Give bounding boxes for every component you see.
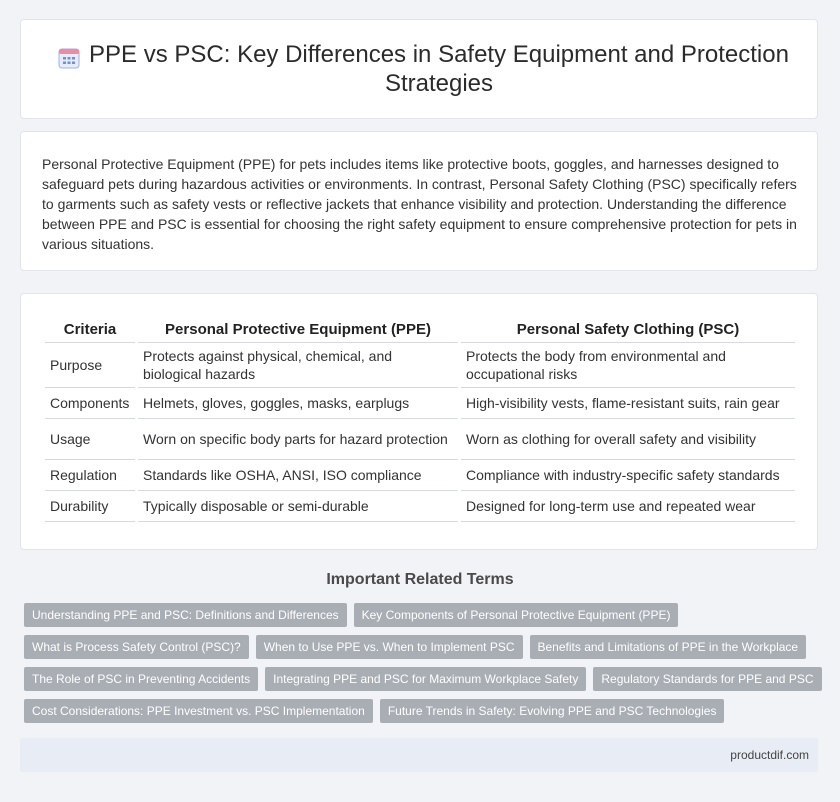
- table-row: [45, 388, 795, 419]
- related-term-link[interactable]: What is Process Safety Control (PSC)?: [24, 635, 249, 659]
- comparison-table: [42, 312, 798, 522]
- table-row: [45, 460, 795, 491]
- related-term-link[interactable]: Benefits and Limitations of PPE in the Workplace: [530, 635, 807, 659]
- table-cell: Purpose: [45, 343, 135, 388]
- related-terms-title: Important Related Terms: [326, 571, 514, 588]
- table-cell: Worn on specific body parts for hazard protection: [138, 419, 458, 460]
- table-row: [45, 343, 795, 388]
- table-cell: Components: [45, 388, 135, 419]
- column-header: Criteria: [45, 312, 135, 343]
- related-term-link[interactable]: Understanding PPE and PSC: Definitions and Differences: [24, 603, 347, 627]
- table-cell: Regulation: [45, 460, 135, 491]
- table-row: [45, 491, 795, 522]
- calendar-icon: [58, 47, 80, 69]
- header-card: [20, 19, 818, 119]
- column-header: Personal Protective Equipment (PPE): [138, 312, 458, 343]
- intro-paragraph: Personal Protective Equipment (PPE) for pets includes items like protective boots, goggles, and harnesses designed to safeguard pets during hazardous activities or environments. In contrast, Personal Safety Clothing (PSC) specifically refers to garments such as safety vests or reflective jackets that enhance visibility and protection. Understanding the difference between PPE and PSC is essential for choosing the right safety equipment to ensure comprehensive protection for pets in various situations.: [42, 156, 797, 252]
- table-cell: Typically disposable or semi-durable: [138, 491, 458, 522]
- comparison-table-card: [20, 293, 818, 550]
- table-cell: Durability: [45, 491, 135, 522]
- related-term-link[interactable]: Cost Considerations: PPE Investment vs. PSC Implementation: [24, 699, 373, 723]
- title-row: [21, 20, 817, 118]
- related-terms-list: [24, 603, 824, 731]
- intro-card: [20, 131, 818, 271]
- table-cell: Compliance with industry-specific safety standards: [461, 460, 795, 491]
- related-term-link[interactable]: Key Components of Personal Protective Equipment (PPE): [354, 603, 679, 627]
- table-row: [45, 419, 795, 460]
- related-term-link[interactable]: Integrating PPE and PSC for Maximum Workplace Safety: [265, 667, 586, 691]
- table-cell: Usage: [45, 419, 135, 460]
- footer: [20, 738, 818, 772]
- page-title: PPE vs PSC: Key Differences in Safety Equipment and Protection Strategies: [89, 41, 789, 97]
- table-header-row: [45, 312, 795, 343]
- related-term-link[interactable]: Future Trends in Safety: Evolving PPE and PSC Technologies: [380, 699, 725, 723]
- footer-site-name[interactable]: productdif.com: [730, 748, 809, 762]
- table-cell: Protects against physical, chemical, and biological hazards: [138, 343, 458, 388]
- related-term-link[interactable]: Regulatory Standards for PPE and PSC: [593, 667, 821, 691]
- table-cell: High-visibility vests, flame-resistant suits, rain gear: [461, 388, 795, 419]
- related-term-link[interactable]: When to Use PPE vs. When to Implement PSC: [256, 635, 523, 659]
- column-header: Personal Safety Clothing (PSC): [461, 312, 795, 343]
- table-cell: Helmets, gloves, goggles, masks, earplugs: [138, 388, 458, 419]
- table-cell: Standards like OSHA, ANSI, ISO compliance: [138, 460, 458, 491]
- related-term-link[interactable]: The Role of PSC in Preventing Accidents: [24, 667, 258, 691]
- table-cell: Worn as clothing for overall safety and visibility: [461, 419, 795, 460]
- table-cell: Protects the body from environmental and occupational risks: [461, 343, 795, 388]
- table-cell: Designed for long-term use and repeated wear: [461, 491, 795, 522]
